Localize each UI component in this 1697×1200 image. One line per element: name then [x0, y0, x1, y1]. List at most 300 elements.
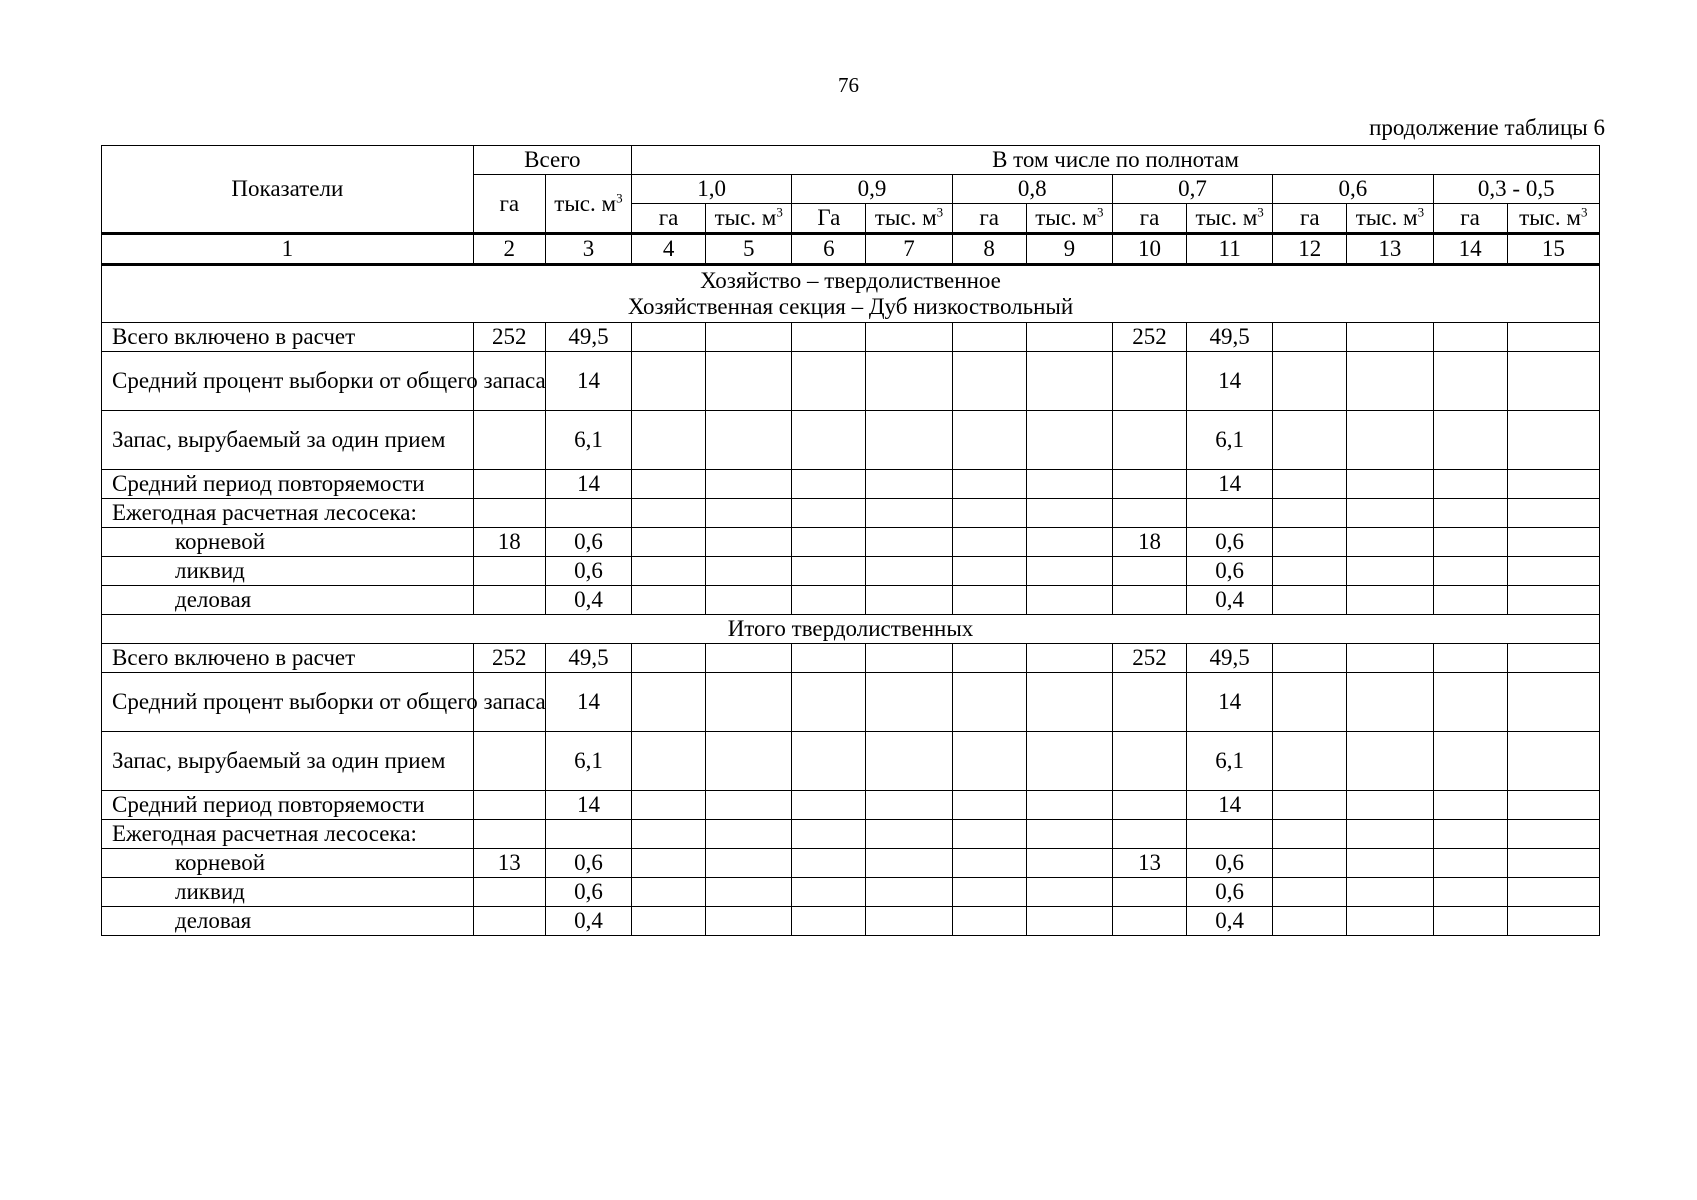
empty-cell	[952, 644, 1026, 673]
empty-cell	[1433, 352, 1507, 411]
value-cell	[473, 907, 545, 936]
empty-cell	[1273, 528, 1347, 557]
header-unit-ha: га	[1273, 204, 1347, 234]
empty-cell	[792, 791, 866, 820]
value-cell	[1112, 820, 1186, 849]
header-by-density: В том числе по полнотам	[632, 146, 1600, 175]
header-unit-ha: га	[632, 204, 706, 234]
empty-cell	[792, 499, 866, 528]
value-cell	[1112, 732, 1186, 791]
empty-cell	[706, 907, 792, 936]
empty-cell	[792, 673, 866, 732]
header-unit-volume: тыс. $м^3$	[1187, 204, 1273, 234]
empty-cell	[1507, 673, 1599, 732]
table-header	[102, 146, 1600, 265]
value-cell: 6,1	[545, 732, 631, 791]
empty-cell	[1347, 528, 1433, 557]
value-cell: 252	[1112, 644, 1186, 673]
header-unit-volume: тыс. $м^3$	[866, 204, 952, 234]
value-cell	[1112, 907, 1186, 936]
empty-cell	[1507, 528, 1599, 557]
empty-cell	[866, 849, 952, 878]
value-cell	[473, 791, 545, 820]
empty-cell	[706, 470, 792, 499]
empty-cell	[866, 586, 952, 615]
empty-cell	[792, 557, 866, 586]
row-label: Запас, вырубаемый за один прием	[102, 732, 474, 791]
row-label: Запас, вырубаемый за один прием	[102, 411, 474, 470]
empty-cell	[1273, 820, 1347, 849]
value-cell: 252	[1112, 323, 1186, 352]
empty-cell	[1273, 557, 1347, 586]
table-row	[102, 528, 1600, 557]
section-title-row	[102, 265, 1600, 323]
table-row	[102, 849, 1600, 878]
value-cell	[1112, 878, 1186, 907]
value-cell: 14	[545, 352, 631, 411]
column-number: 5	[706, 234, 792, 265]
empty-cell	[706, 673, 792, 732]
empty-cell	[632, 791, 706, 820]
value-cell: 0,4	[1187, 586, 1273, 615]
empty-cell	[632, 732, 706, 791]
header-unit-ha: га	[1112, 204, 1186, 234]
section-title-row	[102, 615, 1600, 644]
empty-cell	[706, 732, 792, 791]
empty-cell	[792, 528, 866, 557]
empty-cell	[1433, 791, 1507, 820]
empty-cell	[1507, 791, 1599, 820]
empty-cell	[706, 791, 792, 820]
empty-cell	[792, 849, 866, 878]
empty-cell	[1026, 820, 1112, 849]
empty-cell	[1433, 820, 1507, 849]
value-cell: 252	[473, 323, 545, 352]
empty-cell	[632, 528, 706, 557]
empty-cell	[866, 878, 952, 907]
empty-cell	[1026, 791, 1112, 820]
section-title-line: Хозяйство – твердолиственное	[700, 268, 1001, 294]
value-cell: 6,1	[545, 411, 631, 470]
empty-cell	[952, 499, 1026, 528]
value-cell: 252	[473, 644, 545, 673]
value-cell: 49,5	[1187, 323, 1273, 352]
row-label: Всего включено в расчет	[102, 644, 474, 673]
table-row	[102, 470, 1600, 499]
value-cell	[473, 820, 545, 849]
value-cell: 0,4	[1187, 907, 1273, 936]
value-cell	[473, 470, 545, 499]
column-number-row	[102, 234, 1600, 265]
column-number: 11	[1187, 234, 1273, 265]
column-number: 8	[952, 234, 1026, 265]
empty-cell	[1347, 323, 1433, 352]
empty-cell	[632, 586, 706, 615]
header-density-1: 1,0	[632, 175, 792, 204]
value-cell	[1112, 586, 1186, 615]
empty-cell	[952, 411, 1026, 470]
value-cell: 14	[1187, 673, 1273, 732]
table-row	[102, 820, 1600, 849]
empty-cell	[1347, 352, 1433, 411]
column-number: 10	[1112, 234, 1186, 265]
empty-cell	[1273, 499, 1347, 528]
value-cell	[1112, 499, 1186, 528]
value-cell: 0,6	[1187, 878, 1273, 907]
empty-cell	[792, 820, 866, 849]
empty-cell	[1026, 557, 1112, 586]
empty-cell	[792, 470, 866, 499]
empty-cell	[632, 849, 706, 878]
empty-cell	[1433, 528, 1507, 557]
empty-cell	[1347, 732, 1433, 791]
value-cell: 14	[545, 470, 631, 499]
empty-cell	[706, 411, 792, 470]
column-number: 1	[102, 234, 474, 265]
row-label: Средний период повторяемости	[102, 791, 474, 820]
empty-cell	[866, 820, 952, 849]
empty-cell	[632, 411, 706, 470]
header-indicators: Показатели	[102, 146, 474, 234]
empty-cell	[866, 528, 952, 557]
empty-cell	[1433, 557, 1507, 586]
section-title-line: Итого твердолиственных	[727, 616, 974, 642]
header-density-2: 0,9	[792, 175, 952, 204]
value-cell	[1112, 352, 1186, 411]
value-cell	[1112, 411, 1186, 470]
empty-cell	[1347, 499, 1433, 528]
value-cell	[1112, 673, 1186, 732]
empty-cell	[1273, 849, 1347, 878]
table-row	[102, 323, 1600, 352]
value-cell: 13	[1112, 849, 1186, 878]
value-cell: 18	[1112, 528, 1186, 557]
value-cell	[1112, 791, 1186, 820]
empty-cell	[1026, 352, 1112, 411]
column-number: 2	[473, 234, 545, 265]
value-cell	[545, 499, 631, 528]
empty-cell	[952, 820, 1026, 849]
table-row	[102, 644, 1600, 673]
empty-cell	[792, 644, 866, 673]
empty-cell	[1433, 470, 1507, 499]
empty-cell	[866, 499, 952, 528]
empty-cell	[952, 528, 1026, 557]
empty-cell	[1507, 644, 1599, 673]
empty-cell	[792, 352, 866, 411]
empty-cell	[1347, 820, 1433, 849]
value-cell: 14	[1187, 352, 1273, 411]
header-unit-volume: тыс. $м^3$	[1347, 204, 1433, 234]
value-cell	[473, 499, 545, 528]
header-total: Всего	[473, 146, 631, 175]
header-density-3: 0,8	[952, 175, 1112, 204]
value-cell: 14	[545, 791, 631, 820]
empty-cell	[632, 673, 706, 732]
empty-cell	[1347, 557, 1433, 586]
empty-cell	[1026, 499, 1112, 528]
column-number: 6	[792, 234, 866, 265]
empty-cell	[1507, 557, 1599, 586]
header-unit-ha: га	[952, 204, 1026, 234]
empty-cell	[1433, 849, 1507, 878]
value-cell	[473, 557, 545, 586]
empty-cell	[1273, 411, 1347, 470]
empty-cell	[1507, 586, 1599, 615]
column-number: 13	[1347, 234, 1433, 265]
row-label: Средний период повторяемости	[102, 470, 474, 499]
header-total-ha: га	[473, 175, 545, 234]
value-cell: 0,6	[545, 557, 631, 586]
empty-cell	[1507, 820, 1599, 849]
empty-cell	[1433, 878, 1507, 907]
section-title	[102, 615, 1600, 644]
empty-cell	[1026, 732, 1112, 791]
empty-cell	[866, 352, 952, 411]
empty-cell	[952, 907, 1026, 936]
empty-cell	[1433, 323, 1507, 352]
empty-cell	[866, 411, 952, 470]
table-continuation-caption: продолжение таблицы 6	[1369, 115, 1605, 140]
empty-cell	[706, 323, 792, 352]
value-cell: 6,1	[1187, 411, 1273, 470]
empty-cell	[1433, 644, 1507, 673]
empty-cell	[1347, 644, 1433, 673]
value-cell	[473, 411, 545, 470]
value-cell: 0,6	[1187, 849, 1273, 878]
empty-cell	[866, 732, 952, 791]
empty-cell	[1026, 411, 1112, 470]
empty-cell	[706, 586, 792, 615]
empty-cell	[952, 673, 1026, 732]
value-cell: 0,6	[1187, 528, 1273, 557]
empty-cell	[632, 878, 706, 907]
table-row	[102, 732, 1600, 791]
value-cell: 18	[473, 528, 545, 557]
table-row	[102, 907, 1600, 936]
empty-cell	[1347, 907, 1433, 936]
empty-cell	[1026, 586, 1112, 615]
table-row	[102, 878, 1600, 907]
column-number: 4	[632, 234, 706, 265]
value-cell	[1112, 470, 1186, 499]
row-label: ликвид	[102, 557, 474, 586]
empty-cell	[706, 352, 792, 411]
empty-cell	[1026, 673, 1112, 732]
value-cell: 49,5	[545, 644, 631, 673]
header-unit-volume: тыс. $м^3$	[706, 204, 792, 234]
value-cell: 0,6	[545, 528, 631, 557]
empty-cell	[866, 673, 952, 732]
empty-cell	[952, 878, 1026, 907]
empty-cell	[952, 557, 1026, 586]
empty-cell	[952, 586, 1026, 615]
empty-cell	[1433, 673, 1507, 732]
value-cell: 0,6	[545, 849, 631, 878]
empty-cell	[1347, 470, 1433, 499]
row-label: Средний процент выборки от общего запаса	[102, 352, 474, 411]
value-cell	[545, 820, 631, 849]
row-label: деловая	[102, 907, 474, 936]
empty-cell	[1026, 878, 1112, 907]
empty-cell	[706, 499, 792, 528]
empty-cell	[1273, 644, 1347, 673]
row-label: деловая	[102, 586, 474, 615]
empty-cell	[1273, 586, 1347, 615]
table-row	[102, 673, 1600, 732]
row-label: корневой	[102, 849, 474, 878]
section-title-line: Хозяйственная секция – Дуб низкоствольный	[627, 294, 1074, 319]
empty-cell	[1273, 352, 1347, 411]
empty-cell	[866, 557, 952, 586]
row-label: корневой	[102, 528, 474, 557]
header-unit-volume: тыс. $м^3$	[1507, 204, 1599, 234]
row-label: Ежегодная расчетная лесосека:	[102, 499, 474, 528]
empty-cell	[706, 528, 792, 557]
section-title	[102, 265, 1600, 323]
empty-cell	[632, 820, 706, 849]
empty-cell	[1507, 470, 1599, 499]
table-row	[102, 352, 1600, 411]
empty-cell	[792, 878, 866, 907]
empty-cell	[792, 586, 866, 615]
empty-cell	[1347, 586, 1433, 615]
header-unit-ha: га	[1433, 204, 1507, 234]
empty-cell	[706, 849, 792, 878]
value-cell	[473, 732, 545, 791]
row-label: Всего включено в расчет	[102, 323, 474, 352]
empty-cell	[1507, 907, 1599, 936]
value-cell: 14	[545, 673, 631, 732]
empty-cell	[792, 907, 866, 936]
table-body	[102, 265, 1600, 936]
value-cell	[473, 878, 545, 907]
value-cell: 13	[473, 849, 545, 878]
row-label: Средний процент выборки от общего запаса	[102, 673, 474, 732]
empty-cell	[706, 820, 792, 849]
empty-cell	[706, 878, 792, 907]
empty-cell	[632, 470, 706, 499]
empty-cell	[1507, 352, 1599, 411]
empty-cell	[1273, 323, 1347, 352]
value-cell: 14	[1187, 791, 1273, 820]
empty-cell	[632, 352, 706, 411]
empty-cell	[1433, 586, 1507, 615]
value-cell: 0,6	[545, 878, 631, 907]
empty-cell	[792, 411, 866, 470]
page-number: 76	[838, 73, 859, 97]
value-cell: 14	[1187, 470, 1273, 499]
table-row	[102, 411, 1600, 470]
empty-cell	[1273, 878, 1347, 907]
empty-cell	[1273, 791, 1347, 820]
empty-cell	[952, 791, 1026, 820]
empty-cell	[706, 557, 792, 586]
empty-cell	[632, 323, 706, 352]
empty-cell	[866, 791, 952, 820]
empty-cell	[1507, 878, 1599, 907]
empty-cell	[866, 907, 952, 936]
table-row	[102, 791, 1600, 820]
empty-cell	[952, 470, 1026, 499]
value-cell	[473, 586, 545, 615]
table-row	[102, 557, 1600, 586]
row-label: ликвид	[102, 878, 474, 907]
value-cell: 0,4	[545, 907, 631, 936]
table-row	[102, 586, 1600, 615]
empty-cell	[1273, 907, 1347, 936]
empty-cell	[1273, 470, 1347, 499]
column-number: 9	[1026, 234, 1112, 265]
empty-cell	[632, 907, 706, 936]
empty-cell	[1026, 528, 1112, 557]
empty-cell	[1433, 732, 1507, 791]
value-cell	[1112, 557, 1186, 586]
empty-cell	[866, 470, 952, 499]
empty-cell	[792, 323, 866, 352]
empty-cell	[1433, 499, 1507, 528]
empty-cell	[1026, 849, 1112, 878]
column-number: 14	[1433, 234, 1507, 265]
header-density-6: 0,3 - 0,5	[1433, 175, 1600, 204]
value-cell: 0,4	[545, 586, 631, 615]
empty-cell	[952, 849, 1026, 878]
empty-cell	[1347, 791, 1433, 820]
empty-cell	[1347, 411, 1433, 470]
empty-cell	[792, 732, 866, 791]
value-cell: 0,6	[1187, 557, 1273, 586]
column-number: 15	[1507, 234, 1599, 265]
empty-cell	[866, 323, 952, 352]
header-unit-ha: Га	[792, 204, 866, 234]
empty-cell	[952, 323, 1026, 352]
empty-cell	[1026, 323, 1112, 352]
empty-cell	[1507, 323, 1599, 352]
empty-cell	[1026, 470, 1112, 499]
row-label: Ежегодная расчетная лесосека:	[102, 820, 474, 849]
empty-cell	[1433, 907, 1507, 936]
column-number: 3	[545, 234, 631, 265]
empty-cell	[866, 644, 952, 673]
empty-cell	[1026, 907, 1112, 936]
header-density-5: 0,6	[1273, 175, 1433, 204]
column-number: 7	[866, 234, 952, 265]
header-total-volume: тыс. $м^3$	[545, 175, 631, 234]
value-cell	[1187, 820, 1273, 849]
empty-cell	[1026, 644, 1112, 673]
allowable-cut-table	[101, 145, 1600, 936]
empty-cell	[952, 352, 1026, 411]
empty-cell	[706, 644, 792, 673]
header-density-4: 0,7	[1112, 175, 1272, 204]
value-cell: 49,5	[545, 323, 631, 352]
empty-cell	[1507, 849, 1599, 878]
empty-cell	[1347, 878, 1433, 907]
empty-cell	[952, 732, 1026, 791]
empty-cell	[1507, 411, 1599, 470]
empty-cell	[1507, 499, 1599, 528]
column-number: 12	[1273, 234, 1347, 265]
table-row	[102, 499, 1600, 528]
value-cell	[1187, 499, 1273, 528]
empty-cell	[632, 557, 706, 586]
empty-cell	[1273, 732, 1347, 791]
empty-cell	[1433, 411, 1507, 470]
empty-cell	[632, 499, 706, 528]
value-cell: 49,5	[1187, 644, 1273, 673]
empty-cell	[632, 644, 706, 673]
empty-cell	[1273, 673, 1347, 732]
